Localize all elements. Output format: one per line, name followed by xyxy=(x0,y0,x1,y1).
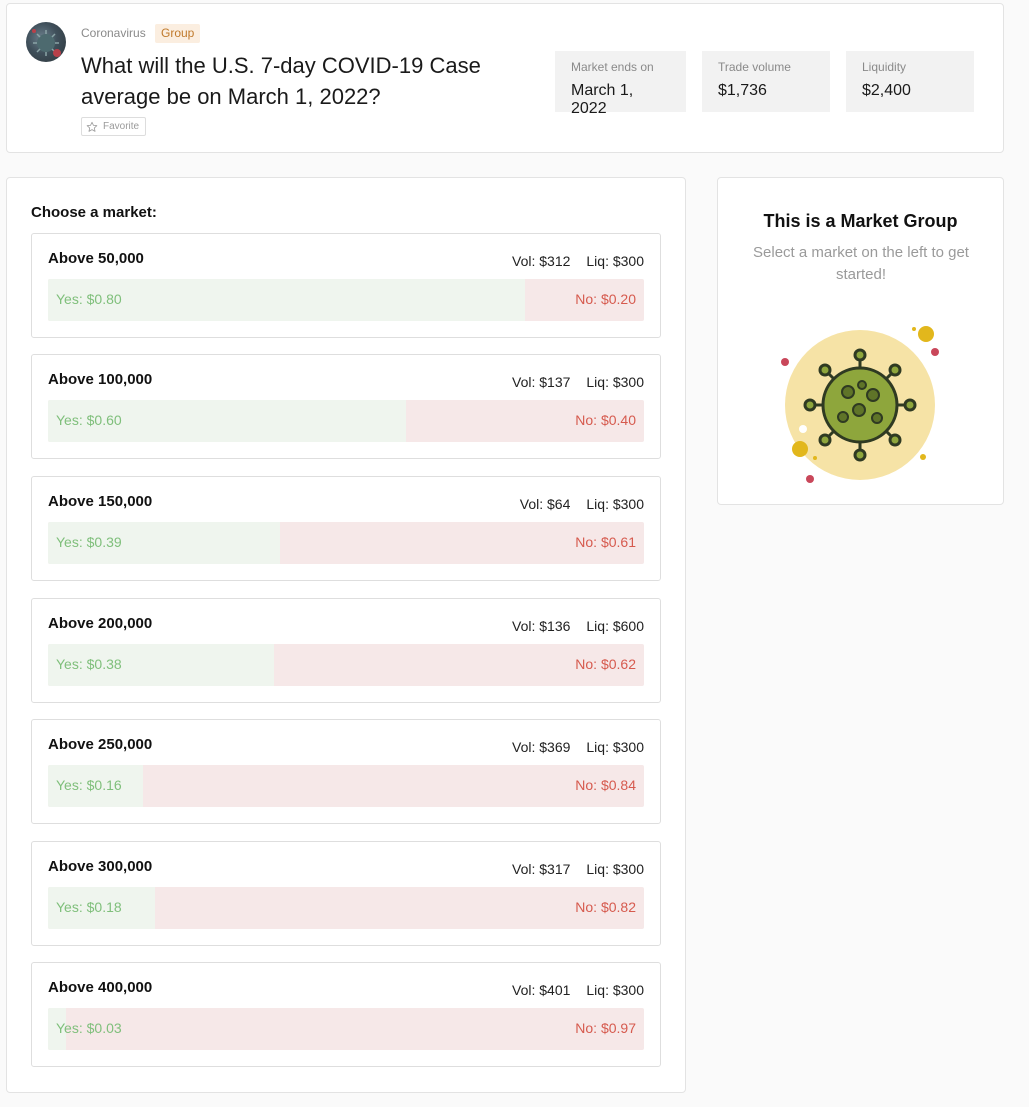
market-row[interactable] xyxy=(31,476,661,581)
no-price[interactable]: No: $0.61 xyxy=(575,534,636,550)
market-group-title: This is a Market Group xyxy=(763,211,958,231)
stat-label: Liquidity xyxy=(862,60,907,74)
no-price[interactable]: No: $0.20 xyxy=(575,291,636,307)
market-volume: Vol: $317 xyxy=(512,861,571,877)
price-bar[interactable] xyxy=(48,400,644,442)
market-liquidity: Liq: $300 xyxy=(586,739,644,755)
favorite-label: Favorite xyxy=(103,121,140,132)
market-row[interactable] xyxy=(31,962,661,1067)
market-name: Above 150,000 xyxy=(48,493,153,510)
page-title: What will the U.S. 7-day COVID-19 Case average be on March 1, 2022? xyxy=(81,53,481,109)
market-meta xyxy=(512,374,644,390)
group-badge: Group xyxy=(155,24,200,43)
coronavirus-avatar xyxy=(26,22,66,62)
star-icon xyxy=(86,121,98,133)
market-list-card xyxy=(6,177,686,1093)
price-bar[interactable] xyxy=(48,1008,644,1050)
price-bar[interactable] xyxy=(48,279,644,321)
stat-label: Market ends on xyxy=(571,60,654,74)
market-row[interactable] xyxy=(31,841,661,946)
market-row[interactable] xyxy=(31,598,661,703)
market-group-card xyxy=(717,177,1004,505)
market-group-subtitle: Select a market on the left to get started! xyxy=(753,244,969,283)
market-row[interactable] xyxy=(31,233,661,338)
stat-value: $2,400 xyxy=(862,82,911,99)
market-list-title: Choose a market: xyxy=(31,204,157,221)
market-name: Above 400,000 xyxy=(48,979,153,996)
yes-price[interactable]: Yes: $0.16 xyxy=(56,777,122,793)
stat-label: Trade volume xyxy=(718,60,791,74)
market-meta xyxy=(520,496,644,512)
market-volume: Vol: $369 xyxy=(512,739,571,755)
no-price[interactable]: No: $0.84 xyxy=(575,777,636,793)
market-liquidity: Liq: $600 xyxy=(586,618,644,634)
virus-icon xyxy=(776,320,946,495)
market-meta xyxy=(512,861,644,877)
market-row[interactable] xyxy=(31,354,661,459)
market-name: Above 50,000 xyxy=(48,250,144,267)
market-name: Above 250,000 xyxy=(48,736,153,753)
yes-price[interactable]: Yes: $0.60 xyxy=(56,412,122,428)
market-meta xyxy=(512,982,644,998)
market-liquidity: Liq: $300 xyxy=(586,253,644,269)
category-label[interactable]: Coronavirus xyxy=(81,26,146,40)
market-ends-stat xyxy=(555,51,686,117)
trade-volume-stat xyxy=(702,51,830,112)
market-volume: Vol: $64 xyxy=(519,496,571,512)
market-liquidity: Liq: $300 xyxy=(586,861,644,877)
market-header-card xyxy=(6,3,1004,153)
market-volume: Vol: $136 xyxy=(512,618,571,634)
price-bar[interactable] xyxy=(48,522,644,564)
market-meta xyxy=(512,739,644,755)
no-price[interactable]: No: $0.82 xyxy=(575,899,636,915)
market-liquidity: Liq: $300 xyxy=(586,496,644,512)
yes-price[interactable]: Yes: $0.80 xyxy=(56,291,122,307)
market-liquidity: Liq: $300 xyxy=(586,374,644,390)
market-volume: Vol: $312 xyxy=(512,253,571,269)
price-bar[interactable] xyxy=(48,887,644,929)
favorite-button[interactable] xyxy=(81,117,146,136)
market-name: Above 200,000 xyxy=(48,615,153,632)
stat-value: March 1, 2022 xyxy=(571,82,634,117)
yes-price[interactable]: Yes: $0.39 xyxy=(56,534,122,550)
price-bar[interactable] xyxy=(48,765,644,807)
no-price[interactable]: No: $0.97 xyxy=(575,1020,636,1036)
market-meta xyxy=(512,618,644,634)
market-row[interactable] xyxy=(31,719,661,824)
yes-price[interactable]: Yes: $0.38 xyxy=(56,656,122,672)
market-meta xyxy=(512,253,644,269)
market-liquidity: Liq: $300 xyxy=(586,982,644,998)
market-volume: Vol: $137 xyxy=(512,374,571,390)
stat-value: $1,736 xyxy=(718,82,767,99)
market-name: Above 300,000 xyxy=(48,858,153,875)
no-price[interactable]: No: $0.40 xyxy=(575,412,636,428)
yes-price[interactable]: Yes: $0.18 xyxy=(56,899,122,915)
market-volume: Vol: $401 xyxy=(512,982,571,998)
market-name: Above 100,000 xyxy=(48,371,153,388)
liquidity-stat xyxy=(846,51,974,112)
price-bar[interactable] xyxy=(48,644,644,686)
no-price[interactable]: No: $0.62 xyxy=(575,656,636,672)
yes-price[interactable]: Yes: $0.03 xyxy=(56,1020,122,1036)
